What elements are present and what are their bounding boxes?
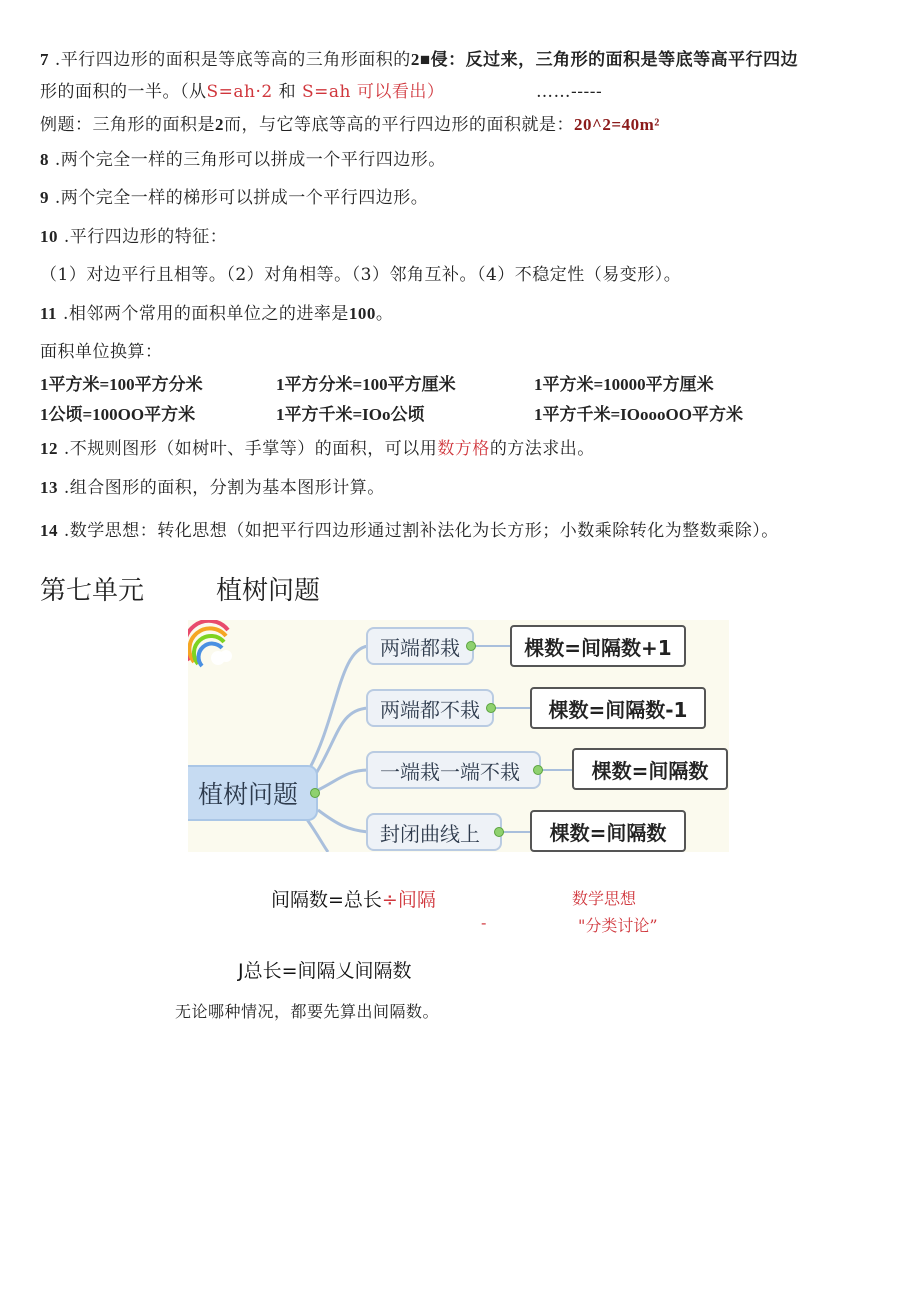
example-text: 而，与它等底等高的平行四边形的面积就是： [224, 115, 574, 135]
tree-planting-mindmap [188, 620, 729, 852]
conversion-cell: 1平方分米=100平方厘米 [276, 375, 456, 394]
item-text: 和 [278, 82, 297, 102]
formula-both-ends: 棵数=间隔数+1 [510, 625, 686, 667]
item-11 [40, 302, 393, 326]
expand-dot-icon [533, 765, 543, 775]
item-7-line2 [40, 80, 444, 104]
item-number: 7 [40, 50, 49, 69]
conversion-title: 面积单位换算： [40, 342, 163, 362]
item-text: 2■侵：反过来，三角形的面积是等底等高平行四边 [410, 50, 799, 69]
item-text: 的方法求出。 [489, 439, 595, 459]
branch-both-ends: 两端都栽 [366, 627, 474, 665]
item-number: 14 [40, 521, 58, 540]
item-text: .数学思想：转化思想（如把平行四边形通过割补法化为长方形；小数乘除转化为整数乘除）。 [63, 521, 779, 541]
item-8 [40, 148, 446, 172]
item-text: .组合图形的面积，分割为基本图形计算。 [63, 478, 385, 498]
mindmap-root: 植树问题 [188, 765, 318, 821]
item-7-line1 [40, 48, 798, 72]
formula-text: ÷间隔 [381, 889, 436, 911]
item-text: .不规则图形（如树叶、手掌等）的面积，可以用 [63, 439, 438, 459]
expand-dot-icon [494, 827, 504, 837]
conclusion-text: 无论哪种情况，都要先算出间隔数。 [175, 1002, 440, 1021]
thinking-dash: - [481, 913, 487, 932]
item-text: .两个完全一样的三角形可以拼成一个平行四边形。 [54, 150, 446, 170]
expand-dot-icon [466, 641, 476, 651]
item-12 [40, 437, 595, 461]
branch-closed-curve: 封闭曲线上 [366, 813, 502, 851]
formula-parallelogram: S=ah [302, 82, 351, 102]
branch-one-end: 一端栽一端不栽 [366, 751, 541, 789]
parallelogram-features: （1）对边平行且相等。（2）对角相等。（3）邻角互补。（4）不稳定性（易变形）。 [40, 265, 682, 285]
conversion-cell: 1公顷=100OO平方米 [40, 405, 196, 424]
conversion-row [40, 400, 880, 424]
example-line [40, 113, 660, 137]
thinking-title: 数学思想 [572, 889, 637, 908]
unit-name: 第七单元 [40, 576, 145, 606]
example-label: 例题：三角形的面积是 [40, 115, 215, 135]
item-text: .相邻两个常用的面积单位之的进率是 [62, 304, 349, 324]
item-number: 10 [40, 227, 58, 246]
item-number: 11 [40, 304, 58, 323]
item-number: 13 [40, 478, 58, 497]
item-14 [40, 519, 779, 543]
item-number: 12 [40, 439, 58, 458]
unit-topic: 植树问题 [216, 576, 321, 606]
item-text: .两个完全一样的梯形可以拼成一个平行四边形。 [54, 188, 429, 208]
item-number: 9 [40, 188, 49, 207]
conversion-row [40, 370, 880, 394]
item-9 [40, 186, 428, 210]
formula-one-end: 棵数=间隔数 [572, 748, 728, 790]
formula-triangle: S=ah·2 [206, 82, 273, 102]
conversion-cell: 1平方千米=IOo公顷 [276, 405, 425, 424]
formula-closed-curve: 棵数=间隔数 [530, 810, 686, 852]
conversion-cell: 1平方米=10000平方厘米 [534, 375, 714, 394]
dots-mark: ……----- [536, 82, 603, 102]
example-value: 2 [215, 115, 224, 134]
grid-count-method: 数方格 [437, 439, 490, 459]
example-answer: 20^2=40m² [574, 115, 660, 134]
formula-text: 间隔数=总长 [271, 889, 382, 911]
item-10 [40, 225, 227, 249]
branch-neither-end: 两端都不栽 [366, 689, 494, 727]
item-text: 可以看出） [356, 82, 445, 102]
thinking-quote: "分类讨论” [578, 916, 658, 935]
item-value: 100 [348, 304, 376, 323]
interval-formula [271, 885, 436, 912]
conversion-cell: 1平方米=100平方分米 [40, 375, 203, 394]
total-length-formula: J总长=间隔乂间隔数 [238, 960, 412, 982]
unit-heading [40, 570, 321, 607]
expand-dot-icon [310, 788, 320, 798]
expand-dot-icon [486, 703, 496, 713]
item-text: .平行四边形的面积是等底等高的三角形面积的 [54, 50, 411, 70]
item-text: .平行四边形的特征： [63, 227, 228, 247]
item-text: 形的面积的一半。（从 [40, 82, 207, 102]
item-text: 。 [375, 304, 394, 324]
item-13 [40, 476, 385, 500]
formula-neither-end: 棵数=间隔数-1 [530, 687, 706, 729]
item-number: 8 [40, 150, 49, 169]
conversion-cell: 1平方千米=IOoooOO平方米 [534, 405, 743, 424]
